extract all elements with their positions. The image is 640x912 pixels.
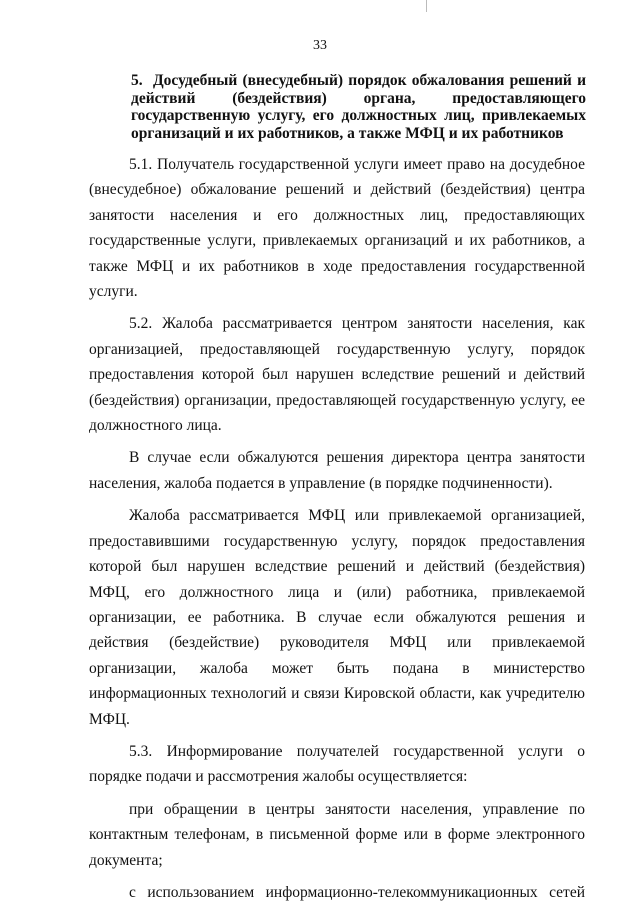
- paragraph-director-appeal: В случае если обжалуются решения директора центра занятости населения, жалоба подается в управление (в порядке подчиненности).: [89, 449, 585, 492]
- paragraph-5-2: 5.2. Жалоба рассматривается центром занятости населения, как организацией, предоставляющей государственную услугу, порядок предоставления которой был нарушен вследствие решений и действий (бездействия) организации, предоставляющей государственную услугу, ее должностного лица.: [89, 315, 585, 435]
- section-number: 5.: [131, 72, 143, 89]
- paragraph-contact-channels: при обращении в центры занятости населения, управление по контактным телефонам, в письменной форме или в форме электронного документа;: [89, 800, 585, 869]
- paragraph-5-1: 5.1. Получатель государственной услуги имеет право на досудебное (внесудебное) обжалование решений и действий (бездействия) центра занятости населения и его должностных лиц, предоставляющих государственные услуги, привлекаемых организаций и их работников, а также МФЦ и их работников в ходе предоставления государственной услуги.: [89, 156, 585, 301]
- page-number: 33: [313, 38, 327, 53]
- section-heading: [131, 72, 586, 142]
- body-text: [89, 152, 585, 912]
- paragraph-mfc-appeal: Жалоба рассматривается МФЦ или привлекаемой организацией, предоставившими государственную услугу, порядок предоставления которой был нарушен вследствие решений и действий (бездействия) МФЦ, его должностного лица и (или) работника, привлекаемой организации, ее работника. В случае если обжалуются решения и действия (бездействие) руководителя МФЦ или привлекаемой организации, жалоба может быть подана в министерство информационных технологий и связи Кировской области, как учредителю МФЦ.: [89, 507, 585, 728]
- paragraph-5-3: 5.3. Информирование получателей государственной услуги о порядке подачи и рассмотрения жалобы осуществляется:: [89, 742, 585, 786]
- scan-mark: [426, 0, 427, 12]
- paragraph-telecom-networks: с использованием информационно-телекоммуникационных сетей: [129, 883, 585, 901]
- section-title: Досудебный (внесудебный) порядок обжалования решений и действий (бездействия) органа, предоставляющего государственную услугу, его должностных лиц, привлекаемых организаций и их работников, а также МФЦ и их работников: [131, 72, 586, 142]
